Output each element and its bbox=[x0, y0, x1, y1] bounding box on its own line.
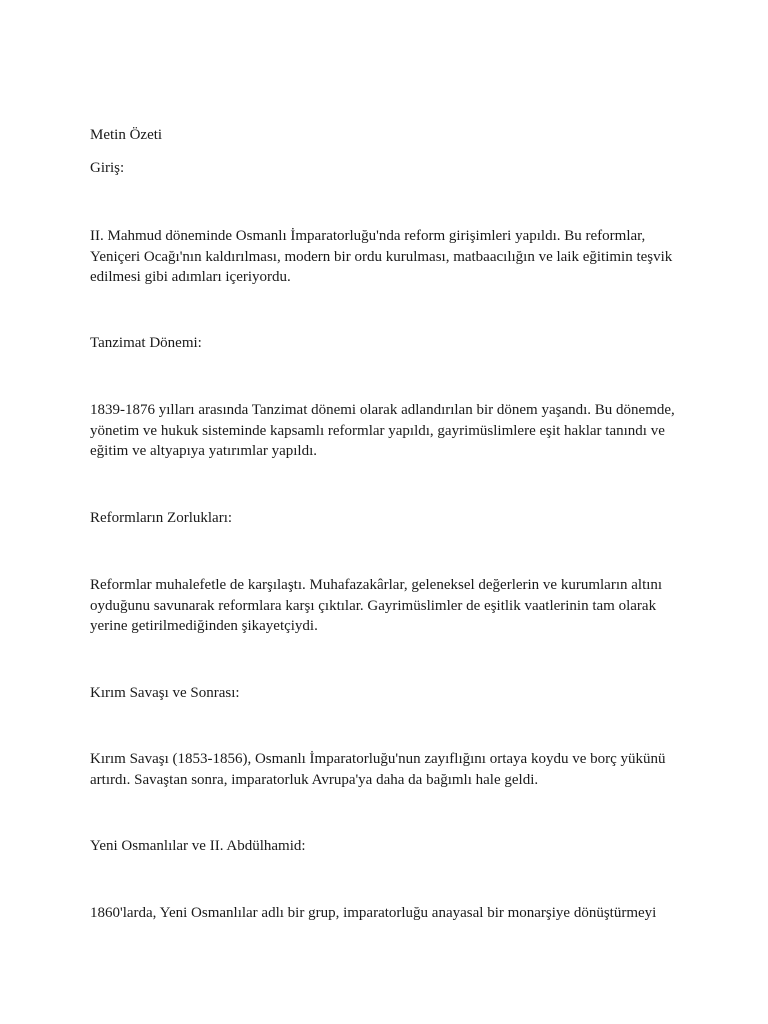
section-heading-giris: Giriş: bbox=[90, 160, 125, 176]
section-heading-yeni-osmanlilar: Yeni Osmanlılar ve II. Abdülhamid: bbox=[90, 838, 306, 854]
section-heading-kirim: Kırım Savaşı ve Sonrası: bbox=[90, 685, 240, 701]
section-paragraph-kirim: Kırım Savaşı (1853-1856), Osmanlı İmparatorluğu'nun zayıflığını ortaya koydu ve borç yükünü artırdı. Savaştan sonra, imparatorluk Avrupa'ya daha da bağımlı hale geldi. bbox=[90, 751, 666, 788]
section-heading-tanzimat: Tanzimat Dönemi: bbox=[90, 335, 202, 351]
section-paragraph-zorluklar: Reformlar muhalefetle de karşılaştı. Muhafazakârlar, geleneksel değerlerin ve kurumların altını oyduğunu savunarak reformlara karşı çıktılar. Gayrimüslimler de eşitlik vaatlerinin tam olarak yerine getirilmediğinden şikayetçiydi. bbox=[90, 577, 663, 634]
section-paragraph-tanzimat: 1839-1876 yılları arasında Tanzimat dönemi olarak adlandırılan bir dönem yaşandı. Bu dönemde, yönetim ve hukuk sisteminde kapsamlı reformlar yapıldı, gayrimüslimlere eşit haklar tanındı ve eğitim ve altyapıya yatırımlar yapıldı. bbox=[90, 402, 675, 459]
section-heading-zorluklar: Reformların Zorlukları: bbox=[90, 510, 233, 526]
section-paragraph-yeni-osmanlilar: 1860'larda, Yeni Osmanlılar adlı bir grup, imparatorluğu anayasal bir monarşiye dönüştürmeyi bbox=[90, 905, 657, 921]
document-title: Metin Özeti bbox=[90, 127, 163, 143]
section-paragraph-giris: II. Mahmud döneminde Osmanlı İmparatorluğu'nda reform girişimleri yapıldı. Bu reformlar, Yeniçeri Ocağı'nın kaldırılması, modern bir ordu kurulması, matbaacılığın ve laik eğitimin teşvik edilmesi gibi adımları içeriyordu. bbox=[90, 228, 673, 285]
